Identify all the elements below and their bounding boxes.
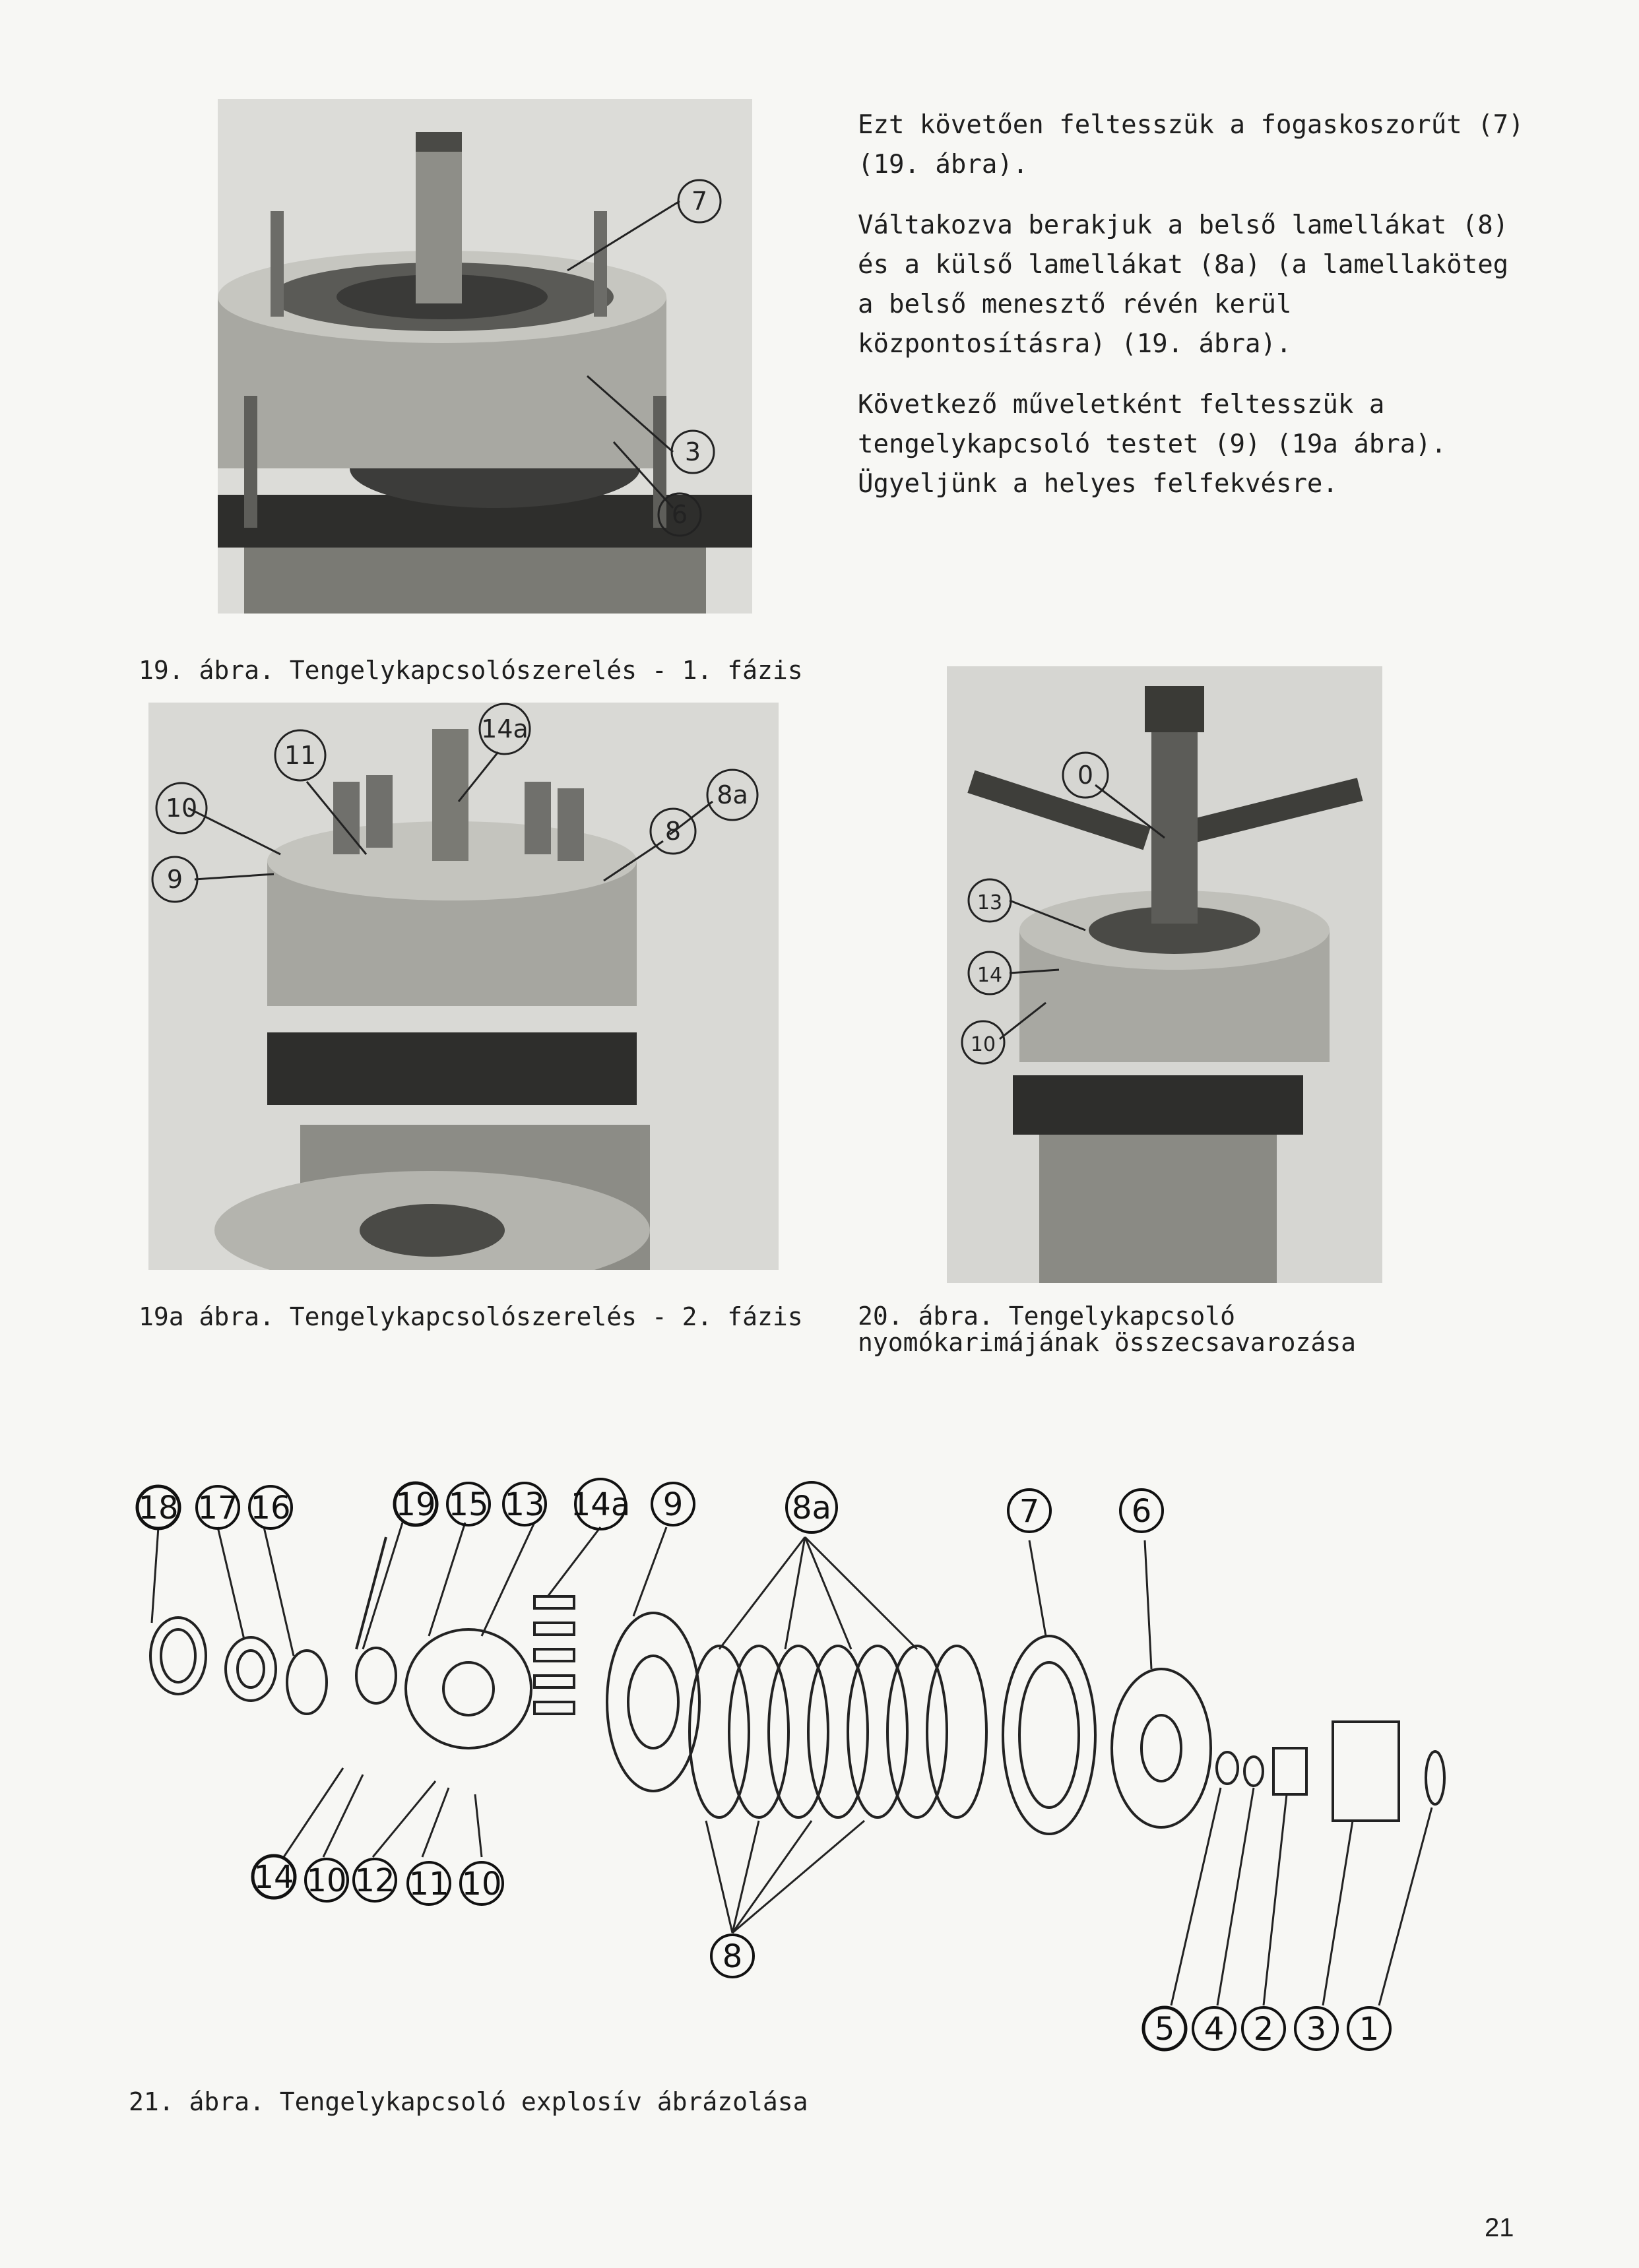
svg-text:16: 16 [250,1490,291,1527]
callout-10-lower-right [461,1862,503,1905]
svg-text:3: 3 [1306,2011,1327,2048]
svg-text:11: 11 [408,1866,449,1903]
callout-14a [571,1479,631,1529]
svg-text:8: 8 [664,817,682,846]
svg-text:2: 2 [1253,2011,1274,2048]
svg-text:10: 10 [306,1862,347,1899]
svg-text:6: 6 [671,500,688,529]
svg-text:10: 10 [970,1033,996,1056]
figure-19a-caption: 19a ábra. Tengelykapcsolószerelés - 2. fázis [139,1302,803,1331]
figure-19-caption: 19. ábra. Tengelykapcsolószerelés - 1. fázis [139,656,803,685]
svg-text:1: 1 [1359,2011,1380,2048]
svg-text:13: 13 [977,891,1003,914]
callout-15 [447,1483,490,1525]
callout-14 [253,1856,295,1898]
callout-7 [1008,1490,1050,1532]
svg-text:11: 11 [284,741,317,770]
figure-21-caption: 21. ábra. Tengelykapcsoló explosív ábrázolása [129,2087,808,2116]
callout-16 [249,1486,292,1528]
callout-12 [354,1859,396,1901]
svg-text:9: 9 [166,865,183,894]
callout-5 [1143,2007,1186,2050]
intro-paragraph-3: Következő műveletként feltesszük a tengelykapcsoló testet (9) (19a ábra). Ügyeljünk a helyes felfekvésre. [858,390,1447,499]
callout-3 [1295,2007,1337,2050]
callout-17 [197,1486,239,1528]
svg-text:14: 14 [253,1859,294,1896]
svg-text:14a: 14a [570,1486,631,1523]
svg-text:3: 3 [684,437,701,466]
svg-text:14a: 14a [481,714,529,743]
svg-text:8a: 8a [717,780,748,809]
figure-19-photo [218,99,752,614]
svg-text:14: 14 [977,964,1003,987]
callout-6 [1120,1490,1163,1532]
svg-text:7: 7 [691,187,708,216]
svg-text:8a: 8a [792,1490,831,1527]
callout-9 [652,1483,694,1525]
figure-20-photo [947,666,1382,1283]
svg-text:19: 19 [395,1486,436,1523]
callout-10-lower-left [305,1859,348,1901]
svg-text:6: 6 [1131,1493,1152,1530]
svg-text:10: 10 [461,1866,502,1903]
svg-text:18: 18 [138,1490,179,1527]
callout-8a [787,1482,837,1532]
intro-paragraph-2: Váltakozva berakjuk a belső lamellákat (8) és a külső lamellákat (8a) (a lamellaköteg a belső menesztő révén kerül központosításra) (19. ábra). [858,210,1509,359]
svg-text:9: 9 [662,1486,684,1523]
svg-text:17: 17 [197,1490,238,1527]
callout-1 [1348,2007,1390,2050]
callout-18 [137,1486,179,1528]
svg-text:4: 4 [1204,2011,1225,2048]
figure-19a-photo [148,703,779,1270]
callout-4 [1193,2007,1235,2050]
svg-text:7: 7 [1019,1493,1040,1530]
intro-paragraph-1: Ezt követően feltesszük a fogaskoszorűt (7) (19. ábra). [858,110,1524,179]
intro-text-block [858,106,1524,525]
svg-text:10: 10 [165,794,198,823]
svg-text:0: 0 [1077,761,1094,790]
figure-20-caption: 20. ábra. Tengelykapcsoló nyomókarimájának összecsavarozása [858,1302,1356,1357]
callout-2 [1242,2007,1285,2050]
callout-19 [395,1483,437,1525]
svg-text:15: 15 [448,1486,489,1523]
svg-text:5: 5 [1154,2011,1175,2048]
svg-text:8: 8 [722,1938,743,1975]
callout-13 [503,1483,546,1525]
svg-text:13: 13 [504,1486,545,1523]
callout-11 [408,1862,450,1905]
figure-21-exploded-diagram [125,1478,1518,2052]
page-number: 21 [1485,2213,1514,2242]
svg-text:12: 12 [354,1862,395,1899]
callout-8 [711,1935,754,1977]
